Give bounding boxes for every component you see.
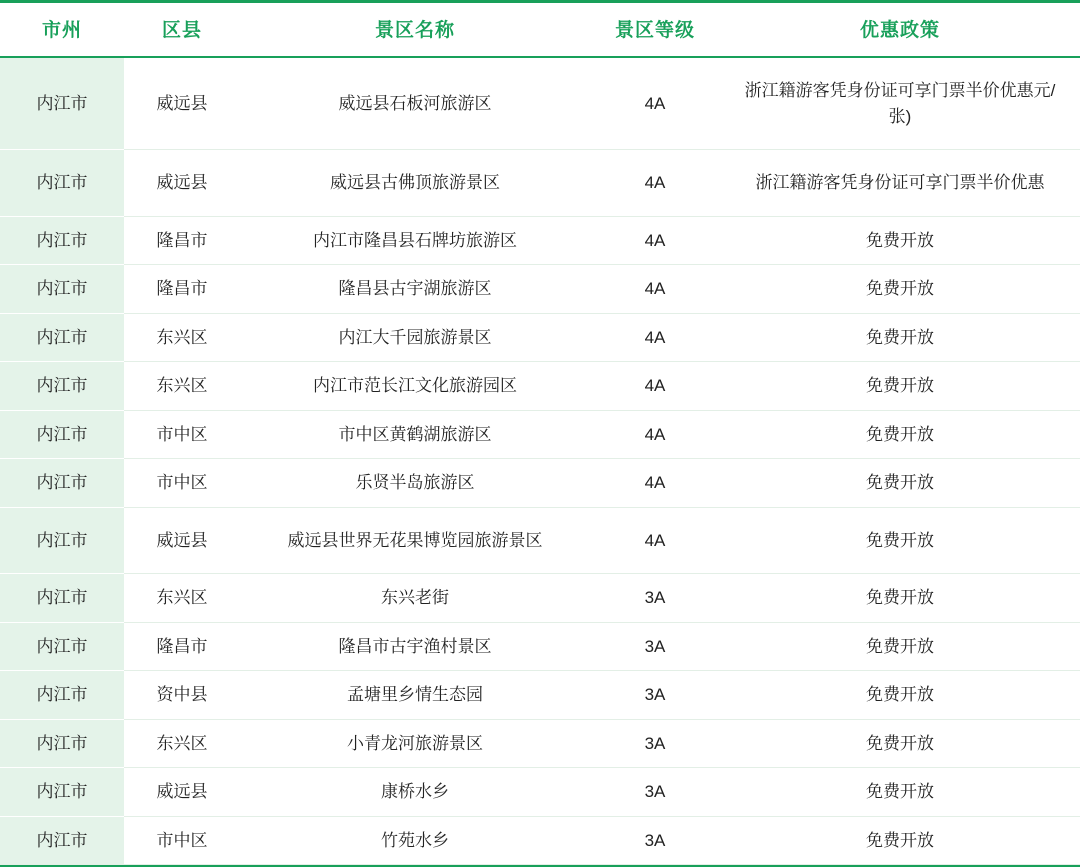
cell-district: 威远县	[124, 150, 240, 217]
cell-scenic-name: 孟塘里乡情生态园	[240, 671, 590, 720]
column-header-scenic-name: 景区名称	[240, 2, 590, 58]
cell-scenic-name: 内江市隆昌县石牌坊旅游区	[240, 216, 590, 265]
cell-district: 威远县	[124, 507, 240, 574]
cell-discount-policy: 浙江籍游客凭身份证可享门票半价优惠	[720, 150, 1080, 217]
cell-scenic-name: 隆昌县古宇湖旅游区	[240, 265, 590, 314]
table-body	[0, 57, 1080, 865]
cell-city: 内江市	[0, 459, 124, 508]
cell-city: 内江市	[0, 622, 124, 671]
table-row	[0, 57, 1080, 150]
cell-discount-policy: 免费开放	[720, 574, 1080, 623]
cell-scenic-level: 3A	[590, 671, 720, 720]
cell-scenic-level: 4A	[590, 313, 720, 362]
table-row	[0, 313, 1080, 362]
table-row	[0, 410, 1080, 459]
cell-scenic-name: 隆昌市古宇渔村景区	[240, 622, 590, 671]
column-header-discount-policy: 优惠政策	[720, 2, 1080, 58]
cell-district: 东兴区	[124, 313, 240, 362]
cell-scenic-name: 竹苑水乡	[240, 816, 590, 865]
cell-city: 内江市	[0, 57, 124, 150]
cell-scenic-level: 4A	[590, 362, 720, 411]
cell-scenic-name: 威远县古佛顶旅游景区	[240, 150, 590, 217]
cell-district: 隆昌市	[124, 216, 240, 265]
cell-scenic-level: 4A	[590, 410, 720, 459]
cell-scenic-level: 4A	[590, 150, 720, 217]
cell-city: 内江市	[0, 574, 124, 623]
cell-district: 隆昌市	[124, 265, 240, 314]
column-header-district: 区县	[124, 2, 240, 58]
cell-discount-policy: 免费开放	[720, 265, 1080, 314]
table-row	[0, 150, 1080, 217]
cell-discount-policy: 免费开放	[720, 507, 1080, 574]
cell-discount-policy: 免费开放	[720, 459, 1080, 508]
table-row	[0, 622, 1080, 671]
cell-discount-policy: 免费开放	[720, 719, 1080, 768]
table-header	[0, 2, 1080, 58]
table-header-row	[0, 2, 1080, 58]
cell-scenic-name: 威远县石板河旅游区	[240, 57, 590, 150]
cell-city: 内江市	[0, 507, 124, 574]
cell-discount-policy: 免费开放	[720, 313, 1080, 362]
cell-city: 内江市	[0, 216, 124, 265]
cell-city: 内江市	[0, 150, 124, 217]
cell-city: 内江市	[0, 671, 124, 720]
cell-discount-policy: 免费开放	[720, 622, 1080, 671]
cell-discount-policy: 免费开放	[720, 216, 1080, 265]
cell-scenic-level: 3A	[590, 574, 720, 623]
table-row	[0, 265, 1080, 314]
column-header-city: 市州	[0, 2, 124, 58]
cell-scenic-name: 东兴老街	[240, 574, 590, 623]
table-row	[0, 216, 1080, 265]
table-row	[0, 816, 1080, 865]
cell-district: 威远县	[124, 768, 240, 817]
cell-city: 内江市	[0, 362, 124, 411]
cell-scenic-name: 康桥水乡	[240, 768, 590, 817]
cell-discount-policy: 浙江籍游客凭身份证可享门票半价优惠元/张)	[720, 57, 1080, 150]
cell-scenic-level: 3A	[590, 719, 720, 768]
table-row	[0, 507, 1080, 574]
cell-city: 内江市	[0, 816, 124, 865]
cell-scenic-level: 4A	[590, 507, 720, 574]
cell-district: 隆昌市	[124, 622, 240, 671]
cell-city: 内江市	[0, 719, 124, 768]
cell-city: 内江市	[0, 768, 124, 817]
cell-city: 内江市	[0, 313, 124, 362]
cell-scenic-level: 4A	[590, 265, 720, 314]
cell-scenic-name: 内江大千园旅游景区	[240, 313, 590, 362]
table-row	[0, 459, 1080, 508]
column-header-scenic-level: 景区等级	[590, 2, 720, 58]
cell-scenic-name: 内江市范长江文化旅游园区	[240, 362, 590, 411]
cell-city: 内江市	[0, 265, 124, 314]
table-row	[0, 574, 1080, 623]
cell-district: 市中区	[124, 459, 240, 508]
cell-district: 东兴区	[124, 719, 240, 768]
cell-discount-policy: 免费开放	[720, 671, 1080, 720]
cell-scenic-level: 4A	[590, 459, 720, 508]
cell-district: 市中区	[124, 410, 240, 459]
cell-scenic-level: 3A	[590, 768, 720, 817]
cell-discount-policy: 免费开放	[720, 362, 1080, 411]
cell-discount-policy: 免费开放	[720, 768, 1080, 817]
cell-discount-policy: 免费开放	[720, 816, 1080, 865]
cell-district: 东兴区	[124, 362, 240, 411]
cell-scenic-name: 市中区黄鹤湖旅游区	[240, 410, 590, 459]
cell-scenic-level: 4A	[590, 216, 720, 265]
table-row	[0, 719, 1080, 768]
table-row	[0, 768, 1080, 817]
cell-scenic-level: 3A	[590, 816, 720, 865]
table-row	[0, 671, 1080, 720]
cell-scenic-name: 威远县世界无花果博览园旅游景区	[240, 507, 590, 574]
cell-district: 威远县	[124, 57, 240, 150]
cell-district: 东兴区	[124, 574, 240, 623]
cell-scenic-level: 3A	[590, 622, 720, 671]
cell-district: 资中县	[124, 671, 240, 720]
table-row	[0, 362, 1080, 411]
cell-city: 内江市	[0, 410, 124, 459]
cell-scenic-level: 4A	[590, 57, 720, 150]
cell-scenic-name: 小青龙河旅游景区	[240, 719, 590, 768]
cell-district: 市中区	[124, 816, 240, 865]
cell-discount-policy: 免费开放	[720, 410, 1080, 459]
cell-scenic-name: 乐贤半岛旅游区	[240, 459, 590, 508]
